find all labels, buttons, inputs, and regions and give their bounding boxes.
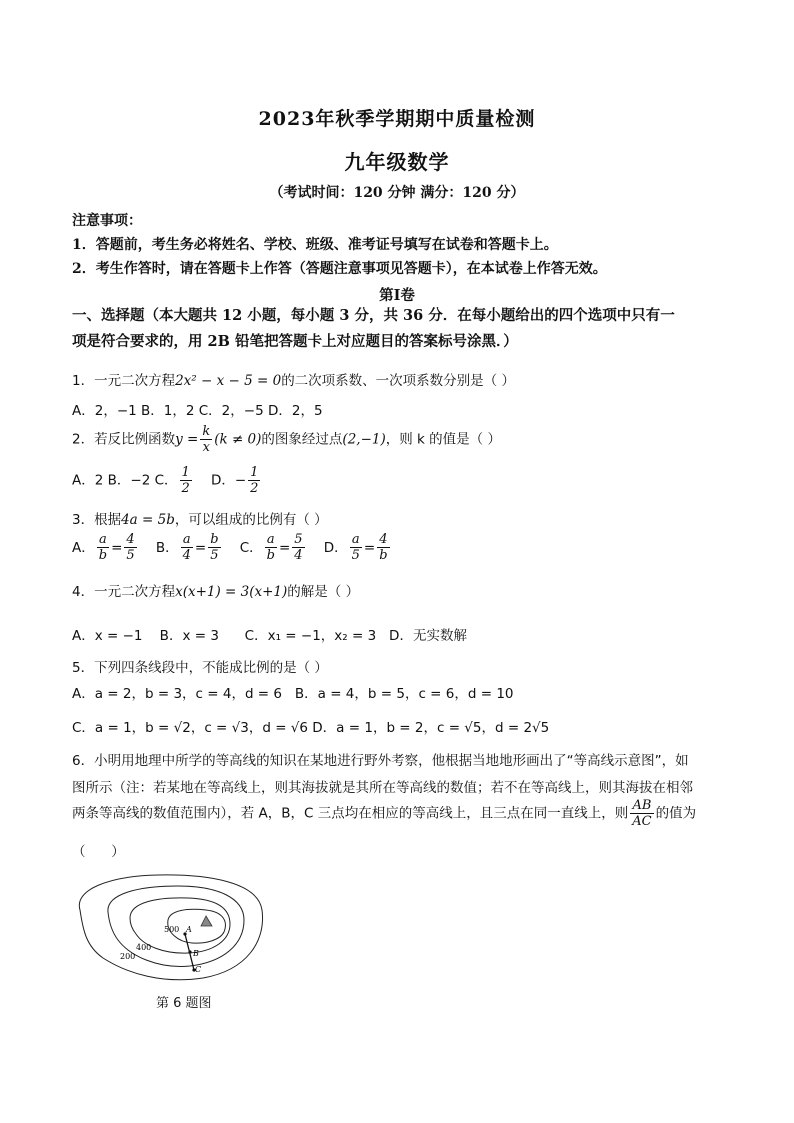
question-3-option-b: B． $\frac{a}{4}$ = $\frac{b}{5}$ [155,532,219,563]
question-5-options-cd: C．a = 1，b = √2，c = √3，d = √6 D．a = 1，b = 2，c = √5，d = 2√5 [72,720,550,736]
question-2-fraction: $\frac{k}{x}$ [202,424,211,455]
question-4-options: A．x = −1 B．x = 3 C．x₁ = −1，x₂ = 3 D．无实数解 [72,628,467,644]
question-3-options [72,532,392,563]
notice-item-1: 1．答题前，考生务必将姓名、学校、班级、准考证号填写在试卷和答题卡上。 [72,237,558,253]
contour-label-200: 200 [120,952,136,961]
question-6-line-3: 两条等高线的数值范围内），若 A，B，C 三点均在相应的等高线上，且三点在同一直线上，则 $\frac{AB}{AC}$ 的值为 [72,798,697,829]
notice-heading: 注意事项： [72,213,142,229]
question-3-option-a: A． $\frac{a}{b}$ = $\frac{4}{5}$ [72,532,135,563]
question-6-line-1: 6．小明用地理中所学的等高线的知识在某地进行野外考察，他根据当地地形画出了“等高线示意图”，如 [72,753,689,769]
contour-map-figure [68,870,268,985]
question-6-answer-blank: （ ） [72,844,125,860]
volume-heading: 第Ⅰ卷 [379,287,415,304]
notice-item-2: 2．考生作答时，请在答题卡上作答（答题注意事项见答题卡），在本试卷上作答无效。 [72,261,607,277]
section-1-line-2: 项是符合要求的，用 2B 铅笔把答题卡上对应题目的答案标号涂黑．） [72,333,518,350]
question-6-fraction: $\frac{AB}{AC}$ [632,798,652,829]
contour-label-400: 400 [136,943,152,952]
point-label-a: A [186,925,192,934]
question-6-line-2: 图所示（注：若某地在等高线上，则其海拔就是其所在等高线的数值；若不在等高线上，则其海拔在相邻 [72,780,693,796]
exam-subject: 九年级数学 [344,150,450,174]
section-1-heading [72,303,732,355]
question-1-options: A．2，−1 B．1，2 C．2，−5 D．2，5 [72,403,323,419]
point-label-b: B [193,949,199,958]
peak-triangle-icon [201,916,212,926]
question-5-stem: 5．下列四条线段中，不能成比例的是（ ） [72,660,328,676]
section-1-line-1: 一、选择题（本大题共 12 小题，每小题 3 分，共 36 分．在每小题给出的四个选项中只有一 [72,307,675,324]
question-4-stem: 4．一元二次方程x(x+1) = 3(x+1)的解是（ ） [72,584,360,600]
point-label-c: C [195,965,202,974]
exam-title: 2023年秋季学期期中质量检测 [258,108,536,130]
question-1-stem: 1．一元二次方程2x² − x − 5 = 0的二次项系数、一次项系数分别是（ ） [72,373,515,389]
question-3-option-c: C． $\frac{a}{b}$ = $\frac{5}{4}$ [239,532,303,563]
exam-info: （考试时间：120 分钟 满分：120 分） [269,185,525,201]
question-5-options-ab: A．a = 2，b = 3，c = 4，d = 6 B．a = 4，b = 5，c = 6，d = 10 [72,686,514,702]
question-2-stem: 2．若反比例函数y = $\frac{k}{x}$ (k ≠ 0)的图象经过点(2,−1)，则 k 的值是（ ） [72,424,501,455]
question-3-option-d: D． $\frac{a}{5}$ = $\frac{4}{b}$ [323,532,388,563]
question-2-options: A．2 B．−2 C． $\frac{1}{2}$ D．− $\frac{1}{2}$ [72,465,259,496]
question-1-equation: 2x² − x − 5 = 0 [175,373,282,389]
figure-caption: 第 6 题图 [156,996,212,1011]
contour-label-500: 500 [164,925,180,934]
question-3-stem: 3．根据4a = 5b，可以组成的比例有（ ） [72,512,328,528]
